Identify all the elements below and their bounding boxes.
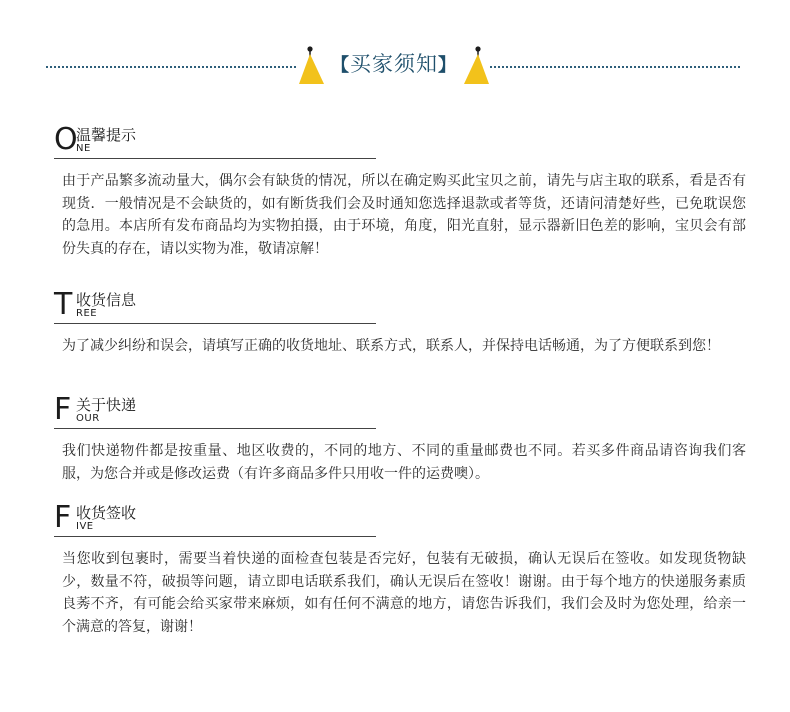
section-initial-letter: O — [54, 122, 78, 157]
section-title: 收货签收 — [76, 504, 137, 522]
section-initial-letter: F — [54, 500, 72, 535]
section-title: 温馨提示 — [76, 126, 137, 144]
section-heading — [54, 287, 376, 324]
section-heading — [54, 122, 376, 159]
section-subtitle: IVE — [76, 521, 94, 532]
section-subtitle: OUR — [76, 413, 100, 424]
section-heading — [54, 500, 376, 537]
dotted-divider-left — [46, 66, 296, 68]
section-body: 由于产品繁多流动量大，偶尔会有缺货的情况，所以在确定购买此宝贝之前，请先与店主取的联系，看是否有现货．一般情况是不会缺货的，如有断货我们会及时通知您选择退款或者等货，还请问清楚好些，已免耽误您的急用。本店所有发布商品均为实物拍摄，由于环境，角度，阳光直射，显示器新旧色差的影响，宝贝会有部份失真的存在，请以实物为准，敬请凉解！ — [62, 173, 746, 257]
title-bracket-right: 】 — [438, 55, 457, 76]
section-subtitle: NE — [76, 143, 91, 154]
section-initial-letter: F — [54, 392, 72, 427]
page-title — [326, 48, 462, 78]
section-subtitle: REE — [76, 308, 98, 319]
section-body: 为了减少纠纷和误会，请填写正确的收货地址、联系方式，联系人，并保持电话畅通，为了方便联系到您！ — [62, 338, 720, 354]
dotted-divider-right — [490, 66, 740, 68]
section-body: 当您收到包裹时，需要当着快递的面检查包装是否完好，包装有无破损，确认无误后在签收。如发现货物缺少，数量不符，破损等问题，请立即电话联系我们，确认无误后在签收！谢谢。由于每个地方的快递服务素质良莠不齐，有可能会给买家带来麻烦，如有任何不满意的地方，请您告诉我们，我们会及时为您处理，给亲一个满意的答复，谢谢！ — [62, 551, 746, 635]
section-heading — [54, 392, 376, 429]
title-text: 买家须知 — [350, 52, 438, 76]
pennant-flag-right-icon — [452, 44, 492, 88]
section-body: 我们快递物件都是按重量、地区收费的，不同的地方、不同的重量邮费也不同。若买多件商品请咨询我们客服，为您合并或是修改运费（有许多商品多件只用收一件的运费噢）。 — [62, 443, 746, 482]
section-title: 收货信息 — [76, 291, 137, 309]
title-bracket-left: 【 — [331, 55, 350, 76]
section-initial-letter: T — [54, 287, 73, 322]
page-header — [0, 40, 790, 90]
section-title: 关于快递 — [76, 396, 137, 414]
